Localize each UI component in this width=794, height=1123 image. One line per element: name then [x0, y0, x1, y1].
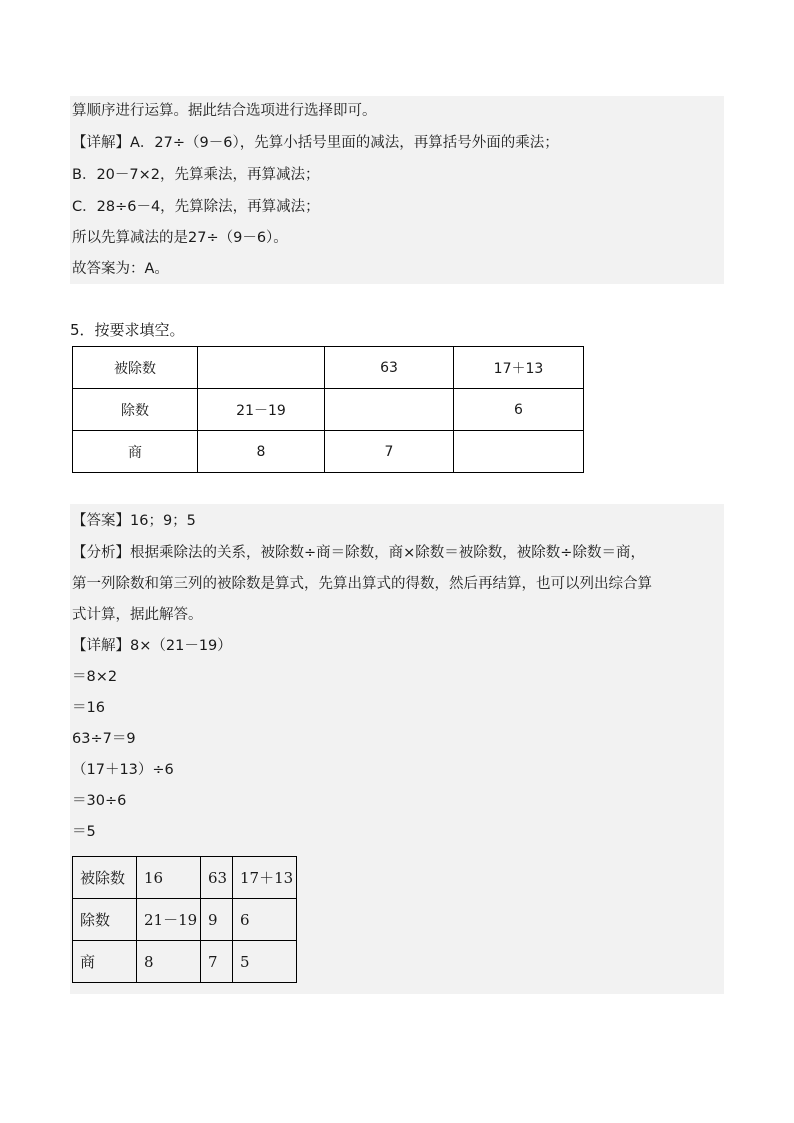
table-cell: 63 — [201, 857, 233, 899]
table-cell: 商 — [73, 431, 198, 473]
table-cell: 6 — [454, 389, 584, 431]
prev-solution-line: 算顺序进行运算。据此结合选项进行选择即可。 — [72, 103, 377, 119]
detail-line: ＝16 — [72, 700, 105, 716]
table-cell: 商 — [73, 941, 137, 983]
prev-solution-line: 【详解】A．27÷（9－6），先算小括号里面的减法，再算括号外面的乘法； — [72, 135, 559, 151]
table-row — [73, 431, 584, 473]
answer-line: 【答案】16；9；5 — [72, 513, 196, 529]
prev-solution-line: 所以先算减法的是27÷（9－6）。 — [72, 230, 288, 246]
table-cell: 5 — [233, 941, 297, 983]
prev-solution-line: B．20－7×2，先算乘法，再算减法； — [72, 167, 320, 183]
table-cell: 9 — [201, 899, 233, 941]
detail-line: ＝5 — [72, 824, 96, 840]
table-cell: 16 — [137, 857, 201, 899]
table-row — [73, 389, 584, 431]
analysis-line: 【分析】根据乘除法的关系，被除数÷商＝除数，商×除数＝被除数，被除数÷除数＝商， — [72, 545, 645, 561]
table-cell: 被除数 — [73, 857, 137, 899]
table-cell: 除数 — [73, 389, 198, 431]
detail-line: ＝30÷6 — [72, 793, 127, 809]
table-cell: 7 — [325, 431, 454, 473]
table-cell: 21－19 — [137, 899, 201, 941]
table-cell: 8 — [137, 941, 201, 983]
table-cell: 63 — [325, 347, 454, 389]
detail-line: （17＋13）÷6 — [72, 762, 174, 778]
prev-solution-line: C．28÷6－4，先算除法，再算减法； — [72, 199, 320, 215]
table-cell: 8 — [198, 431, 325, 473]
table-cell — [198, 347, 325, 389]
question-table — [72, 346, 584, 473]
table-row — [73, 899, 297, 941]
question-title: 5．按要求填空。 — [70, 321, 185, 339]
table-cell — [325, 389, 454, 431]
table-cell: 21－19 — [198, 389, 325, 431]
table-cell: 被除数 — [73, 347, 198, 389]
table-cell: 17＋13 — [454, 347, 584, 389]
table-cell: 7 — [201, 941, 233, 983]
detail-line: 【详解】8×（21－19） — [72, 638, 232, 654]
table-row — [73, 347, 584, 389]
analysis-line: 式计算，据此解答。 — [72, 607, 203, 623]
analysis-line: 第一列除数和第三列的被除数是算式，先算出算式的得数，然后再结算，也可以列出综合算 — [72, 576, 652, 592]
table-row — [73, 857, 297, 899]
table-row — [73, 941, 297, 983]
prev-solution-shade — [70, 96, 724, 284]
prev-solution-line: 故答案为：A。 — [72, 261, 169, 277]
table-cell — [454, 431, 584, 473]
detail-line: 63÷7＝9 — [72, 731, 136, 747]
table-cell: 17＋13 — [233, 857, 297, 899]
detail-line: ＝8×2 — [72, 669, 118, 685]
table-cell: 除数 — [73, 899, 137, 941]
answer-table — [72, 856, 297, 983]
table-cell: 6 — [233, 899, 297, 941]
